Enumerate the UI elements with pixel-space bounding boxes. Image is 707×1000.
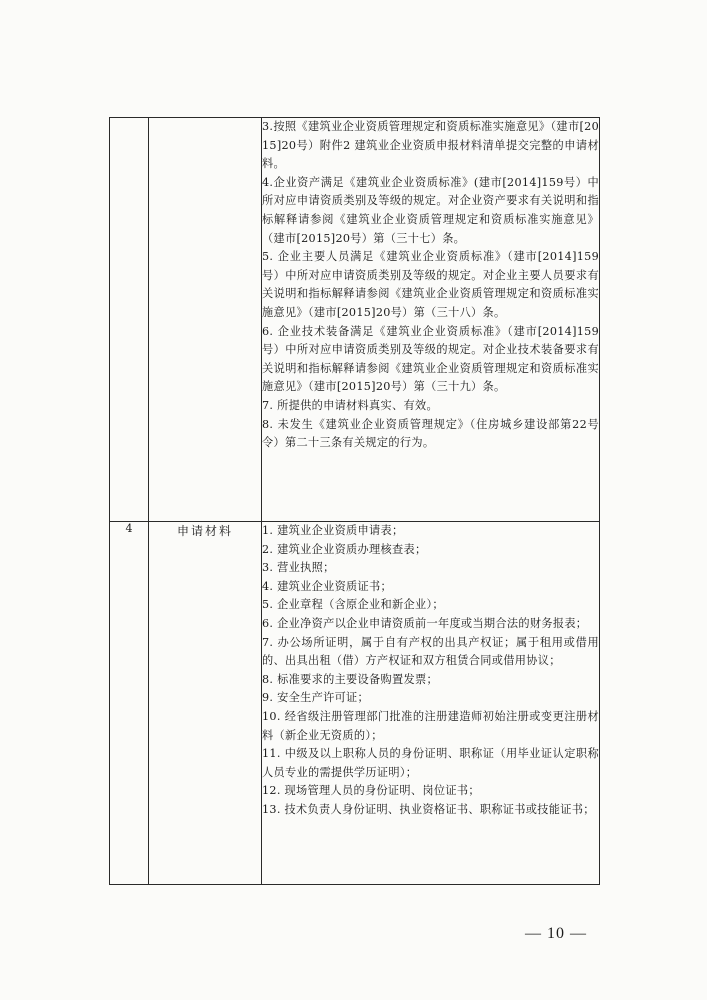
material-item: 1. 建筑业企业资质申请表； — [262, 524, 404, 537]
condition-item: 8. 未发生《建筑业企业资质管理规定》（住房城乡建设部第22号令）第二十三条有关规定的行为。 — [262, 417, 599, 450]
material-item: 9. 安全生产许可证； — [262, 691, 370, 705]
material-item: 10. 经省级注册管理部门批准的注册建造师初始注册或变更注册材料（新企业无资质的）； — [262, 709, 599, 742]
material-item: 5. 企业章程（含原企业和新企业）； — [262, 598, 444, 612]
condition-item: 5. 企业主要人员满足《建筑业企业资质标准》（建市[2014]159号）中所对应申请资质类别及等级的规定。对企业主要人员要求有关说明和指标解释请参阅《建筑业企业资质管理规定和资质标准实施意见》（建市[2015]20号）第（三十八）条。 — [262, 250, 599, 319]
material-item: 2. 建筑业企业资质办理核查表； — [262, 542, 427, 556]
material-item: 3. 营业执照； — [262, 561, 335, 575]
row-number-cell — [110, 118, 149, 522]
material-item: 11. 中级及以上职称人员的身份证明、职称证（用毕业证认定职称人员专业的需提供学历证明）； — [262, 747, 599, 779]
material-item: 12. 现场管理人员的身份证明、岗位证书； — [262, 784, 480, 798]
table-row — [110, 522, 600, 885]
condition-item: 4.企业资产满足《建筑业企业资质标准》(建市[2014]159号）中所对应申请资质类别及等级的规定。对企业资产要求有关说明和指标解释请参阅《建筑业企业资质管理规定和资质标准实施意见》（建市[2015]20号）第（三十七）条。 — [262, 175, 599, 245]
condition-item: 3.按照《建筑业企业资质管理规定和资质标准实施意见》（建市[2015]20号）附件2 建筑业企业资质申报材料清单提交完整的申请材料。 — [262, 120, 599, 171]
material-item: 13. 技术负责人身份证明、执业资格证书、职称证书或技能证书； — [262, 802, 595, 816]
row-number-cell: 4 — [110, 522, 149, 885]
row-label-cell — [149, 118, 262, 522]
material-item: 6. 企业净资产以企业申请资质前一年度或当期合法的财务报表； — [262, 616, 588, 630]
materials-cell — [262, 522, 600, 885]
requirements-table — [109, 117, 600, 885]
material-item: 7. 办公场所证明，属于自有产权的出具产权证；属于租用或借用的、出具出租（借）方产权证和双方租赁合同或借用协议； — [262, 635, 599, 668]
conditions-cell — [262, 118, 600, 522]
row-label-cell: 申请材料 — [149, 522, 262, 885]
material-item: 4. 建筑业企业资质证书； — [262, 579, 393, 593]
condition-item: 7. 所提供的申请材料真实、有效。 — [262, 398, 438, 412]
condition-item: 6. 企业技术装备满足《建筑业企业资质标准》（建市[2014]159号）中所对应申请资质类别及等级的规定。对企业技术装备要求有关说明和指标解释请参阅《建筑业企业资质管理规定和资质标准实施意见》（建市[2015]20号）第（三十九）条。 — [262, 324, 599, 394]
table-row — [110, 118, 600, 522]
page-number: — 10 — — [525, 925, 587, 942]
material-item: 8. 标准要求的主要设备购置发票； — [262, 672, 438, 686]
